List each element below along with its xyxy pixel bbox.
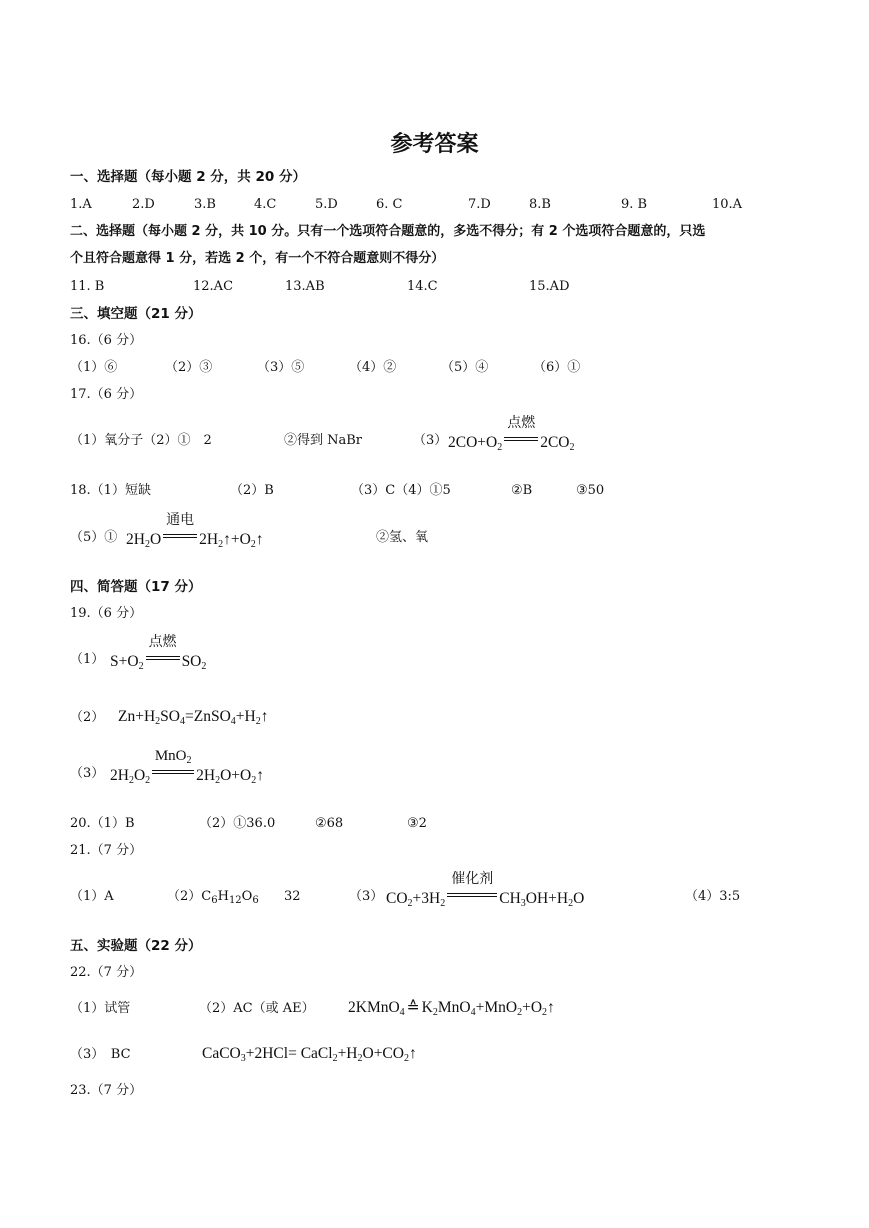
eq-term: ↑ (408, 1045, 417, 1062)
q20-answers (70, 815, 670, 833)
q19-equation-3 (110, 748, 264, 786)
answer-8: 8.B (529, 197, 551, 212)
eq-sub: 2 (215, 775, 221, 786)
eq-term: SO (160, 708, 180, 725)
eq-term: ↑ (260, 708, 269, 725)
eq-sub: 2 (201, 661, 207, 672)
eq-term: MnO (437, 999, 471, 1016)
answer-6: 6. C (376, 197, 403, 212)
q22-a3: （3） BC (70, 1047, 131, 1062)
eq-sub: 3 (240, 1053, 246, 1064)
eq-sub: 2 (332, 1053, 338, 1064)
q19-equation-2 (118, 708, 268, 726)
eq-term: ↑ (255, 531, 264, 548)
q21-a2 (167, 888, 259, 906)
eq-sub: 2 (568, 898, 574, 909)
q22-answers-row1 (70, 1000, 810, 1022)
reaction-condition: 通电 (166, 512, 195, 528)
eq-term: O+CO (362, 1045, 404, 1062)
eq-sub: 6 (252, 895, 259, 906)
q18-a3: （3）C（4）①5 (351, 483, 451, 498)
q18-a1: 18.（1）短缺 (70, 483, 151, 498)
q17-answers (70, 415, 670, 454)
reaction-condition: 点燃 (507, 415, 536, 431)
eq-term: CaCO (202, 1045, 241, 1062)
answer-3: 3.B (194, 197, 216, 212)
q17-a3: （3） (413, 433, 448, 448)
eq-term: O (573, 890, 585, 907)
q22-a1: （1）试管 (70, 1001, 131, 1016)
q21-answers (70, 871, 810, 910)
section-1-heading: 一、选择题（每小题 2 分，共 20 分） (70, 169, 306, 185)
eq-sub: 4 (230, 716, 236, 727)
q16-label: 16.（6 分） (70, 333, 143, 348)
q22-a2: （2）AC（或 AE） (199, 1001, 315, 1016)
q16-item: （5）④ (441, 360, 489, 375)
eq-sub: 3 (520, 898, 526, 909)
q21-a4: （3） (349, 889, 384, 904)
q17-a1: （1）氧分子（2）① 2 (70, 433, 212, 448)
eq-sub: 2 (357, 1053, 363, 1064)
eq-sub: 2 (128, 775, 134, 786)
eq-term: +MnO (475, 999, 518, 1016)
q19-part1 (70, 634, 670, 673)
q19-equation-1 (110, 634, 207, 672)
eq-sub: 2 (145, 775, 151, 786)
q20-a1: 20.（1）B (70, 816, 135, 831)
eq-term: +3H (412, 890, 441, 907)
section-2-heading-line1: 二、选择题（每小题 2 分，共 10 分。只有一个选项符合题意的，多选不得分；有 2 个选项符合题意的，只选 (70, 224, 706, 239)
answer-4: 4.C (254, 197, 277, 212)
q18-a5: ③50 (576, 483, 605, 498)
eq-term: K (421, 999, 433, 1016)
q18-answers-row2 (70, 512, 670, 551)
eq-term: O+O (220, 767, 252, 784)
q18-a7: ②氢、氧 (376, 530, 429, 545)
eq-sub: 2 (255, 716, 261, 727)
eq-sub: 2 (497, 442, 503, 453)
eq-sub: 2 (155, 716, 161, 727)
eq-term: +H (235, 708, 256, 725)
q22-equation-2 (202, 1045, 417, 1063)
reaction-arrow (146, 634, 180, 668)
eq-sub: 4 (399, 1007, 405, 1018)
q16-item: （1）⑥ (70, 360, 118, 375)
eq-sub: 2 (218, 539, 224, 550)
answer-13: 13.AB (285, 279, 325, 294)
q18-a4: ②B (511, 483, 533, 498)
eq-sub: 2 (251, 775, 257, 786)
answer-14: 14.C (407, 279, 438, 294)
catalyst-formula: MnO (154, 748, 187, 764)
q21-a3: 32 (284, 889, 301, 904)
eq-term: CO (386, 890, 408, 907)
reaction-arrow (152, 748, 194, 782)
q17-label: 17.（6 分） (70, 387, 143, 402)
eq-term: +O (522, 999, 543, 1016)
q20-a2: （2）①36.0 (199, 816, 276, 831)
q18-a2: （2）B (230, 483, 274, 498)
q22-equation-1 (348, 999, 555, 1017)
answer-15: 15.AD (529, 279, 570, 294)
answer-9: 9. B (621, 197, 648, 212)
eq-term: 2H (196, 767, 216, 784)
formula-text: O (241, 889, 253, 904)
section-2-answers (70, 278, 670, 296)
eq-term: 2CO (540, 434, 570, 451)
page-title: 参考答案 (390, 132, 479, 157)
eq-term: ↑ (547, 999, 555, 1016)
section-4-heading: 四、简答题（17 分） (70, 579, 202, 595)
eq-sub: 4 (179, 716, 185, 727)
q16-item: （3）⑤ (257, 360, 305, 375)
eq-term: O (149, 531, 162, 548)
answer-7: 7.D (468, 197, 491, 212)
q16-item: （2）③ (165, 360, 213, 375)
section-2-heading-line2: 个且符合题意得 1 分，若选 2 个，有一个不符合题意则不得分） (70, 251, 445, 266)
answer-11: 11. B (70, 279, 105, 294)
reaction-arrow (447, 871, 497, 905)
answer-12: 12.AC (193, 279, 234, 294)
eq-sub: 12 (228, 895, 242, 906)
eq-term: =ZnSO (184, 708, 231, 725)
eq-term: 2H (110, 767, 129, 784)
section-5-heading: 五、实验题（22 分） (70, 938, 202, 954)
q16-answers (70, 359, 670, 377)
q23-label: 23.（7 分） (70, 1083, 143, 1098)
q18-a6: （5）① (70, 530, 118, 545)
eq-term: ↑+O (223, 531, 251, 548)
answer-2: 2.D (132, 197, 155, 212)
eq-term: OH+H (525, 890, 569, 907)
eq-term: ↑ (256, 767, 264, 784)
q16-item: （4）② (349, 360, 397, 375)
eq-sub: 4 (470, 1007, 476, 1018)
formula-text: （2）C (167, 889, 212, 904)
q18-equation (126, 512, 264, 550)
q20-a4: ③2 (407, 816, 427, 831)
reaction-condition: 点燃 (148, 634, 177, 650)
formula-text: H (217, 889, 229, 904)
q19-part2 (70, 709, 670, 731)
heat-sign: ≙ (406, 999, 420, 1016)
eq-sub: 2 (403, 1053, 409, 1064)
eq-term: 2KMnO (348, 999, 400, 1016)
q21-equation (386, 871, 585, 909)
answer-1: 1.A (70, 197, 92, 212)
q19-p1: （1） (70, 652, 105, 667)
q21-a1: （1）A (70, 889, 114, 904)
eq-term: SO (181, 653, 202, 670)
eq-term: +H (337, 1045, 358, 1062)
q20-a3: ②68 (315, 816, 344, 831)
eq-term: 2CO+O (448, 434, 498, 451)
q21-label: 21.（7 分） (70, 843, 143, 858)
q22-answers-row2 (70, 1046, 810, 1068)
q17-equation (448, 415, 575, 453)
eq-term: 2H (199, 531, 219, 548)
eq-term: Zn+H (118, 708, 156, 725)
section-1-answers (70, 196, 830, 214)
eq-sub: 2 (250, 539, 256, 550)
reaction-condition (148, 747, 198, 765)
eq-sub: 2 (440, 898, 446, 909)
eq-term: 2H (126, 531, 145, 548)
q17-a2: ②得到 NaBr (284, 433, 363, 448)
eq-sub: 2 (432, 1007, 438, 1018)
eq-sub: 2 (542, 1007, 548, 1018)
eq-sub: 2 (144, 539, 150, 550)
eq-sub: 2 (138, 661, 144, 672)
eq-term: O (133, 767, 146, 784)
q19-label: 19.（6 分） (70, 606, 143, 621)
answer-5: 5.D (315, 197, 338, 212)
reaction-condition: 催化剂 (451, 871, 494, 887)
eq-term: S+O (110, 653, 139, 670)
q22-label: 22.（7 分） (70, 965, 143, 980)
q19-p2: （2） (70, 710, 105, 725)
q19-part3 (70, 748, 670, 787)
eq-term: +2HCl= CaCl (245, 1045, 333, 1062)
eq-sub: 2 (186, 755, 192, 766)
reaction-arrow (163, 512, 197, 546)
eq-sub: 2 (517, 1007, 523, 1018)
q19-p3: （3） (70, 766, 105, 781)
eq-sub: 6 (211, 895, 218, 906)
answer-10: 10.A (712, 197, 743, 212)
eq-term: CH (499, 890, 521, 907)
q18-answers-row1 (70, 482, 670, 500)
section-3-heading: 三、填空题（21 分） (70, 306, 202, 322)
q16-item: （6）① (533, 360, 581, 375)
eq-sub: 2 (569, 442, 575, 453)
reaction-arrow (504, 415, 538, 449)
eq-sub: 2 (407, 898, 413, 909)
q21-a5: （4）3:5 (685, 889, 741, 904)
